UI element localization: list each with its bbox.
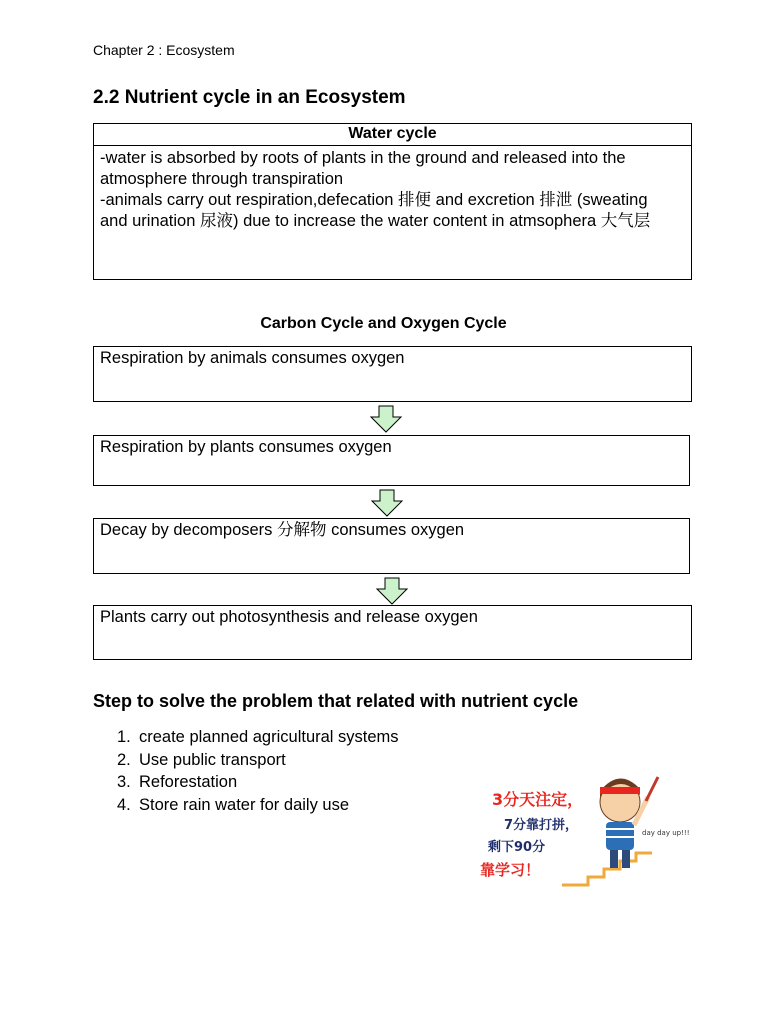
down-arrow-icon [370,489,404,517]
solutions-title: Step to solve the problem that related with nutrient cycle [93,691,579,711]
water-cycle-title: Water cycle [94,124,691,146]
down-arrow-icon [369,405,403,433]
water-cycle-table [93,123,692,280]
chapter-header: Chapter 2 : Ecosystem [93,42,235,58]
sticker-text: 剩下90分 [488,840,546,855]
solutions-list [117,726,399,816]
water-cycle-line: -water is absorbed by roots of plants in the ground and released into the atmosphere through transpiration [100,149,631,188]
sticker-text: 3分天注定， [492,790,584,809]
section-title: 2.2 Nutrient cycle in an Ecosystem [93,87,406,108]
list-item: 1. create planned agricultural systems [117,728,399,746]
sticker-side-text: day day up!!! [642,829,690,837]
sticker-text: 靠学习！ [480,861,541,879]
down-arrow-icon [375,577,409,605]
carbon-oxygen-title: Carbon Cycle and Oxygen Cycle [260,315,507,332]
list-item: 2. Use public transport [117,750,286,769]
cycle-step-box: Respiration by plants consumes oxygen [93,435,690,486]
water-cycle-body [94,146,691,234]
cycle-step-box: Respiration by animals consumes oxygen [93,346,692,402]
cycle-step-box: Plants carry out photosynthesis and release oxygen [93,605,692,660]
study-sticker-image [470,767,690,887]
water-cycle-line: -animals carry out respiration,defecation 排便 and excretion 排泄 (sweating and urination 尿液) due to increase the water content in atmsophera 大气层 [100,191,653,230]
sticker-text: 7分靠打拼， [504,818,579,833]
list-item: 4. Store rain water for daily use [117,795,350,814]
cycle-step-box: Decay by decomposers 分解物 consumes oxygen [93,518,690,574]
list-item: 3. Reforestation [117,773,238,791]
